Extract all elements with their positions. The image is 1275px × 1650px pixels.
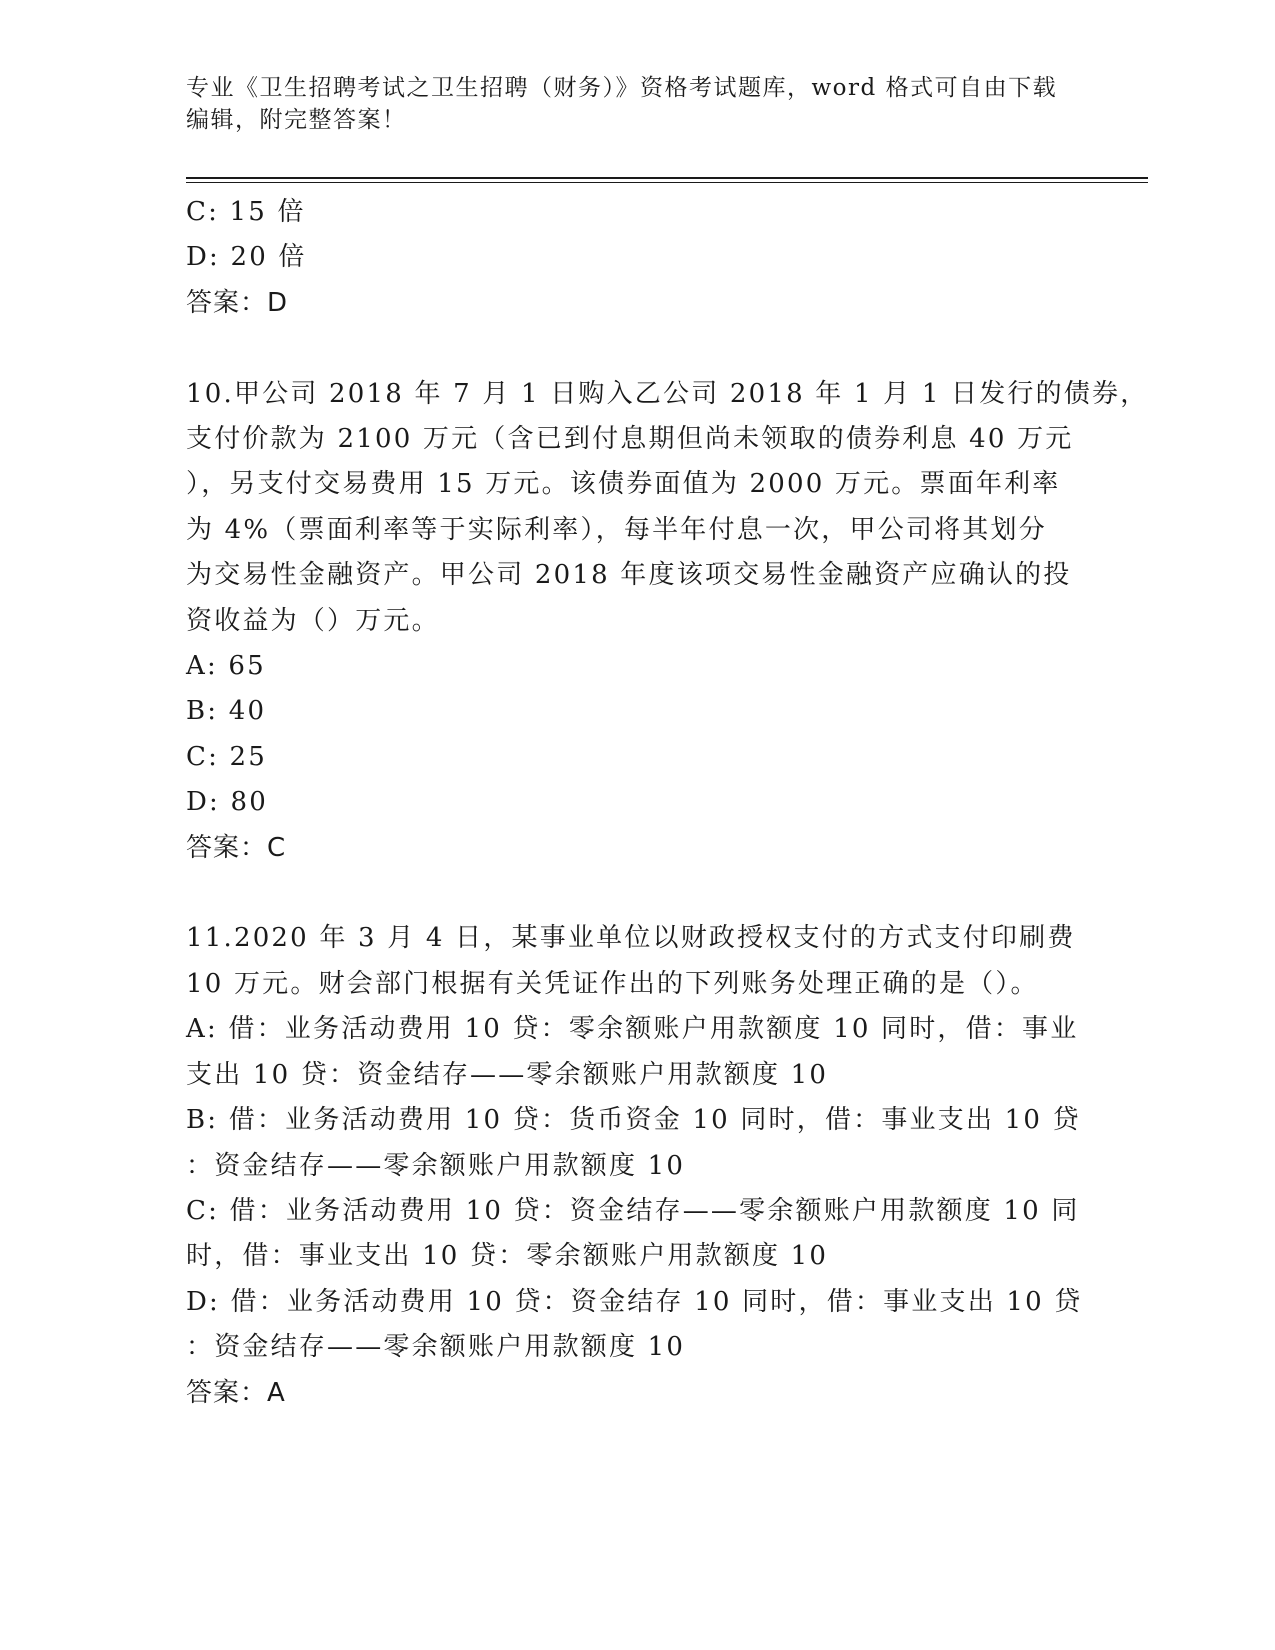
header-divider-thick: [186, 177, 1148, 179]
question-stem-line: ），另支付交易费用 15 万元。该债券面值为 2000 万元。票面年利率: [186, 469, 1061, 500]
question-stem-line: 11.2020 年 3 月 4 日，某事业单位以财政授权支付的方式支付印刷费: [186, 923, 1076, 954]
option-c-line: 时，借：事业支出 10 贷：零余额账户用款额度 10: [186, 1241, 829, 1272]
option-d-line: ：资金结存——零余额账户用款额度 10: [186, 1332, 686, 1363]
option-b-line: B: 借：业务活动费用 10 贷：货币资金 10 同时，借：事业支出 10 贷: [186, 1105, 1081, 1136]
question-stem-line: 为 4%（票面利率等于实际利率），每半年付息一次，甲公司将其划分: [186, 514, 1047, 545]
option-d: D: 80: [186, 787, 268, 818]
option-b-line: ：资金结存——零余额账户用款额度 10: [186, 1150, 686, 1181]
option-a-line: A: 借：业务活动费用 10 贷：零余额账户用款额度 10 同时，借：事业: [186, 1014, 1079, 1045]
answer-line: 答案：C: [186, 832, 287, 863]
header-divider-thin: [186, 182, 1148, 183]
question-stem-line: 资收益为（）万元。: [186, 605, 440, 636]
question-10: [186, 372, 1149, 871]
spacer: [186, 871, 1076, 916]
question-content: [186, 190, 1149, 1416]
previous-question-tail: [186, 190, 1076, 326]
answer-line: 答案：D: [186, 287, 289, 318]
spacer: [186, 326, 1076, 371]
question-stem-line: 为交易性金融资产。甲公司 2018 年度该项交易性金融资产应确认的投: [186, 560, 1072, 591]
answer-line: 答案：A: [186, 1377, 286, 1408]
option-b: B: 40: [186, 696, 267, 727]
document-header: [186, 72, 1066, 136]
option-d-line: D: 借：业务活动费用 10 贷：资金结存 10 同时，借：事业支出 10 贷: [186, 1286, 1083, 1317]
option-c: C: 15 倍: [186, 197, 306, 227]
header-line-1: 专业《卫生招聘考试之卫生招聘（财务）》资格考试题库，word 格式可自由下载: [186, 75, 1058, 101]
option-c: C: 25: [186, 741, 268, 772]
question-stem-line: 支付价款为 2100 万元（含已到付息期但尚未领取的债券利息 40 万元: [186, 424, 1074, 455]
question-stem-line: 10.甲公司 2018 年 7 月 1 日购入乙公司 2018 年 1 月 1 日发行的债券，: [186, 378, 1149, 409]
question-11: [186, 916, 1083, 1415]
question-stem-line: 10 万元。财会部门根据有关凭证作出的下列账务处理正确的是（）。: [186, 968, 1039, 999]
option-a-line: 支出 10 贷：资金结存——零余额账户用款额度 10: [186, 1059, 829, 1090]
option-c-line: C: 借：业务活动费用 10 贷：资金结存——零余额账户用款额度 10 同: [186, 1195, 1080, 1226]
header-line-2: 编辑，附完整答案！: [186, 107, 407, 133]
option-a: A: 65: [186, 651, 266, 682]
option-d: D: 20 倍: [186, 242, 307, 273]
